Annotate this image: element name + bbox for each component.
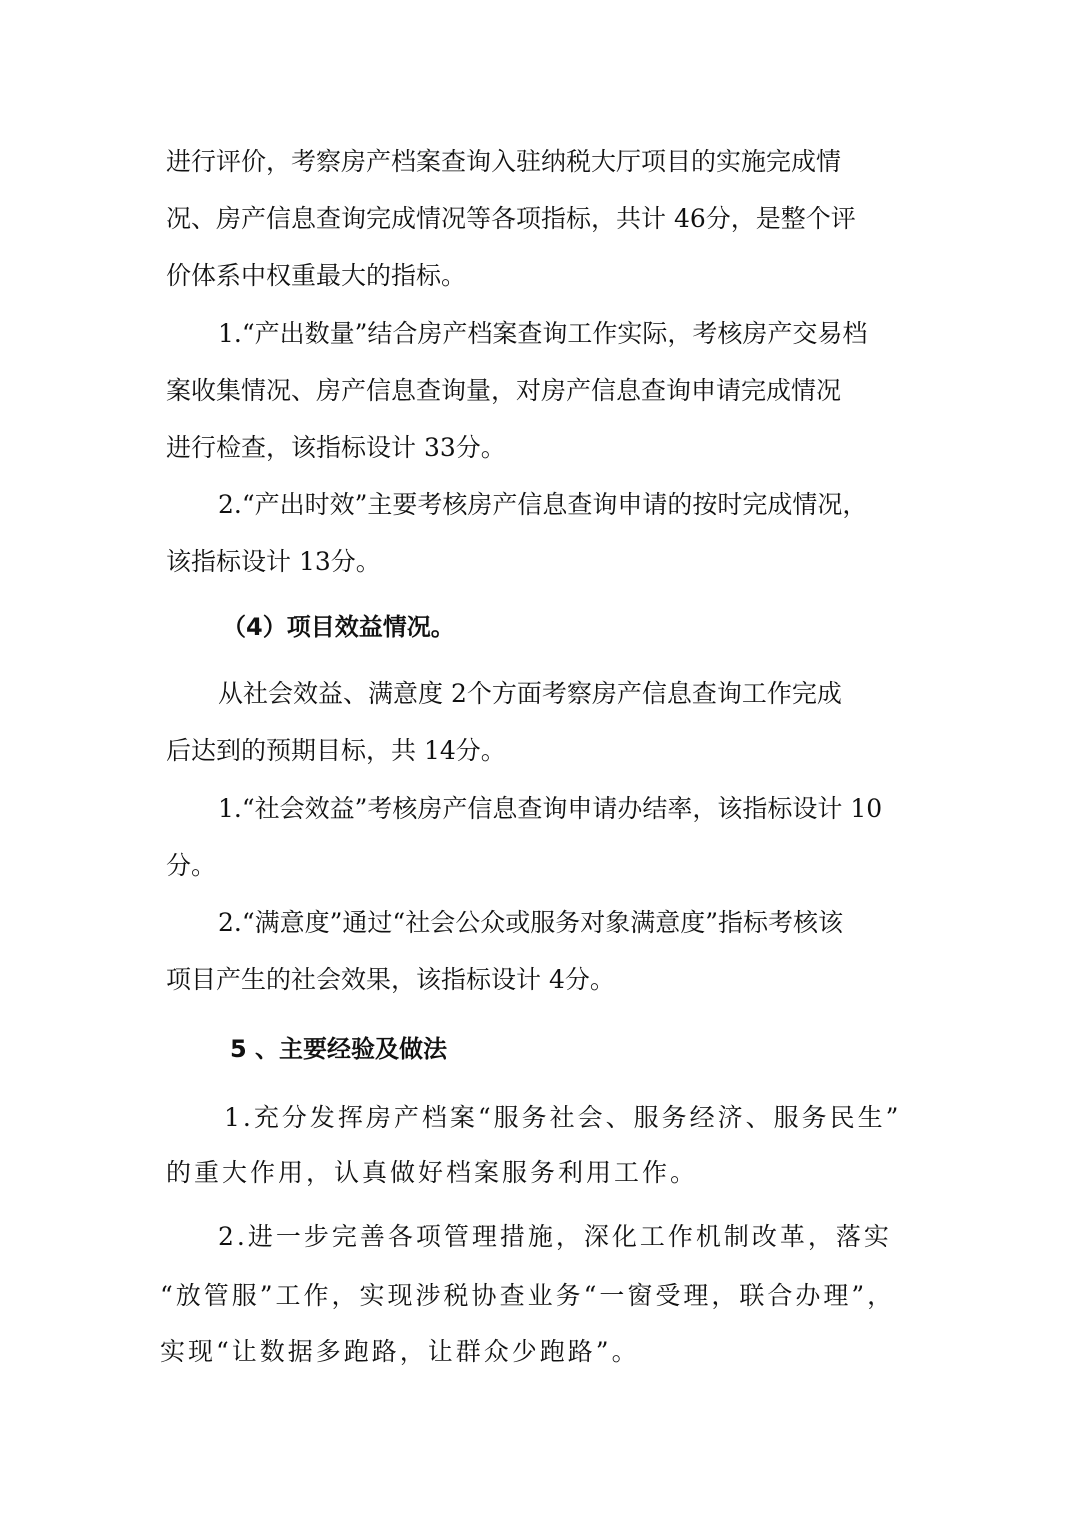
paragraph-1-line-3: 价体系中权重最大的指标。 — [166, 261, 467, 290]
paragraph-4-line-1: 从社会效益、满意度 2个方面考察房产信息查询工作完成 — [218, 679, 842, 708]
section-heading-5: 5 、主要经验及做法 — [230, 1035, 448, 1063]
section-heading-4: （4）项目效益情况。 — [222, 613, 455, 641]
paragraph-2-line-1: 1.“产出数量”结合房产档案查询工作实际，考核房产交易档 — [218, 319, 868, 348]
paragraph-3-line-2: 该指标设计 13分。 — [166, 547, 381, 576]
paragraph-7-line-2: 的重大作用，认真做好档案服务利用工作。 — [166, 1158, 699, 1187]
paragraph-7-line-1: 1.充分发挥房产档案“服务社会、服务经济、服务民生” — [224, 1103, 902, 1132]
paragraph-8-line-1: 2.进一步完善各项管理措施，深化工作机制改革，落实 — [218, 1222, 892, 1251]
paragraph-2-line-3: 进行检查，该指标设计 33分。 — [166, 433, 506, 462]
paragraph-8-line-2: “放管服”工作，实现涉税协查业务“一窗受理，联合办理”， — [160, 1281, 896, 1310]
paragraph-4-line-2: 后达到的预期目标，共 14分。 — [166, 736, 506, 765]
paragraph-3-line-1: 2.“产出时效”主要考核房产信息查询申请的按时完成情况， — [218, 490, 868, 519]
paragraph-1-line-1: 进行评价，考察房产档案查询入驻纳税大厅项目的实施完成情 — [166, 147, 842, 176]
paragraph-5-line-2: 分。 — [166, 851, 217, 880]
paragraph-8-line-3: 实现“让数据多跑路，让群众少跑路”。 — [160, 1337, 640, 1366]
paragraph-6-line-1: 2.“满意度”通过“社会公众或服务对象满意度”指标考核该 — [218, 908, 843, 937]
paragraph-2-line-2: 案收集情况、房产信息查询量，对房产信息查询申请完成情况 — [166, 376, 842, 405]
paragraph-6-line-2: 项目产生的社会效果，该指标设计 4分。 — [166, 965, 615, 994]
paragraph-5-line-1: 1.“社会效益”考核房产信息查询申请办结率，该指标设计 10 — [218, 794, 883, 823]
paragraph-1-line-2: 况、房产信息查询完成情况等各项指标，共计 46分，是整个评 — [166, 204, 856, 233]
